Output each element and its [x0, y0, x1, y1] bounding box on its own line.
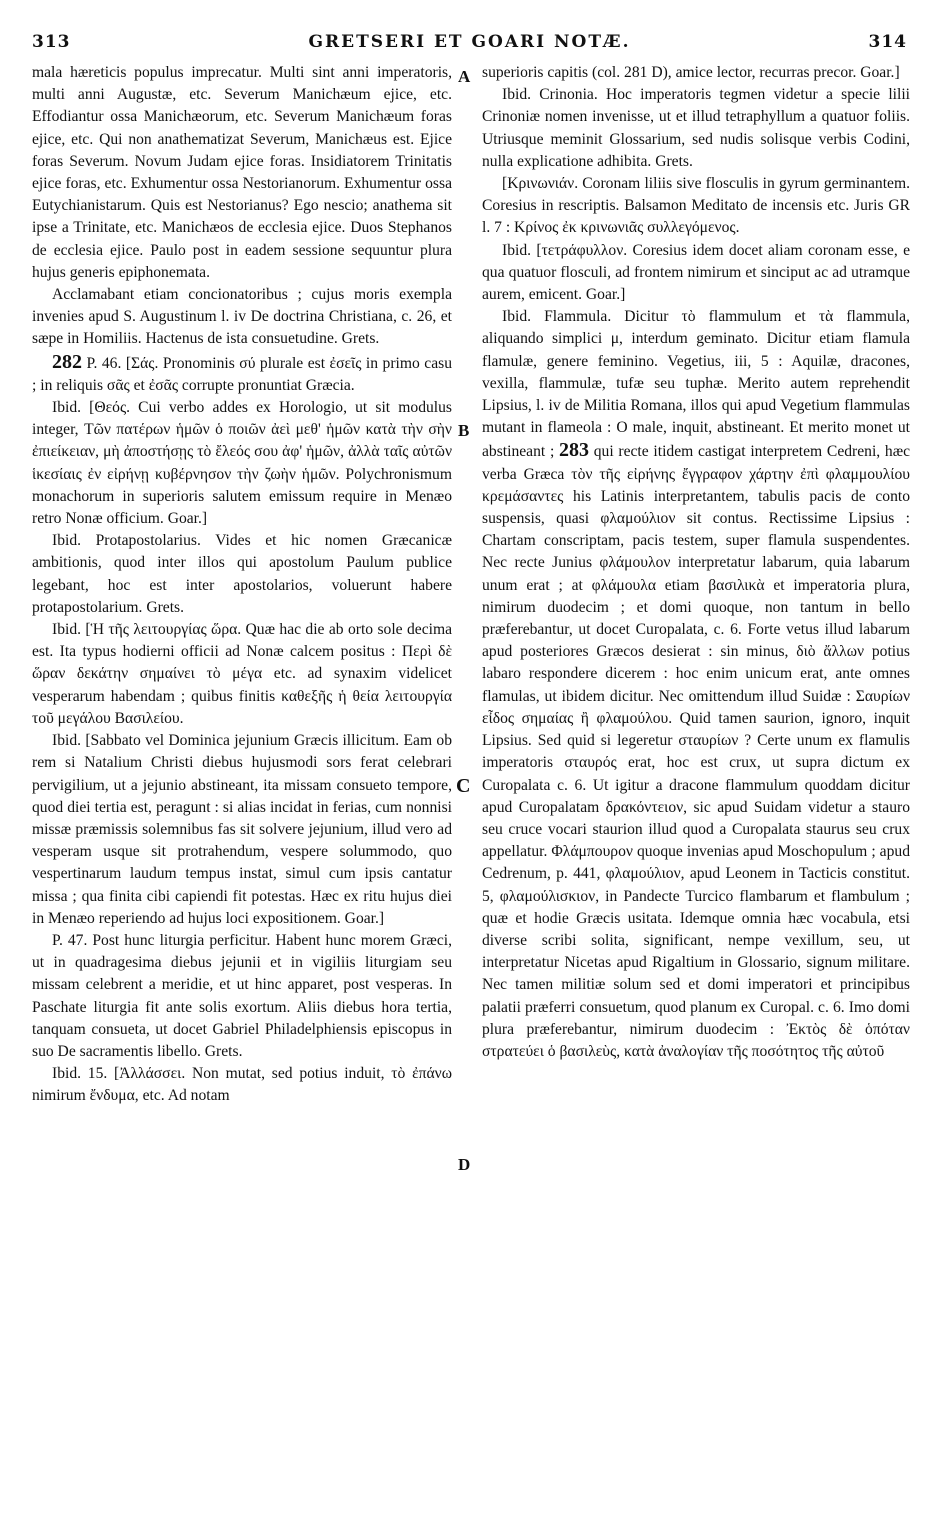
margin-marker-c: C — [456, 775, 471, 797]
margin-marker-b: B — [458, 421, 470, 440]
paragraph: superioris capitis (col. 281 D), amice lector, recurras precor. Goar.] — [482, 64, 900, 81]
column-number-283: 283 — [559, 439, 590, 462]
margin-marker-a: A — [458, 67, 471, 86]
paragraph-text: qui recte itidem castigat interpretem Cedreni, hæc verba Græca τὸν τῆς εἰρήνης ἔγγραφον χάρτην ἐπὶ φλαμμουλίου κρεμάσαντες his Latinis interpretantem, tabulis pacis de conto suspensis, quasi φλαμούλιον sit contus. Rectissime Lipsius : Chartam conscriptam, pacis testem, super flamula suspendentes. Nec recte Junius φλάμουλον interpretatur labarum, quia labarum unum erat ; at φλάμουλα etiam βασιλικὰ et imperatoria plura, nimirum duodecim ; et domi quoque, non tantum in bello præferebantur, ut docet Curopalata, c. 6. Forte vetus illud labarum apud posteriores Græcos desierat : sin minus, διὸ ἄλλων potius labaro respondere dicerem : hoc enim unicum erat, ante omnes flamulas, ut ibidem dicitur. Nec omittendum illud Suidæ : Σαυρίων εἶδος σημαίας ἢ φλαμούλου. Quid tamen saurion, ignoro, inquit Lipsius. Sed quid si legeretur σταυρίων ? Certe unum ex flamulis imperatoris σταυρός erat, hoc est crux, ut supra dictum ex Curopalata c. 6. Ut igitur a dracone flammulum quoddam dicitur apud Curopalatam δρακόντειον, sic apud Suidam videtur a stauro seu cruce vocari staurion illud quod a Curopalata staurus seu crux appellatur. Φλάμπουρον quoque invenias apud Moschopulum ; apud Cedrenum, p. 441, φλαμούλιον, apud Leonem in Tacticis constitut. 5, φλαμούλισκιον, in Pandecte Turcico flambarum et flambulum ; quæ et hodie Græcis usitata. Idemque omnia hæc vocabula, etsi diverse scribi solita, significant, nempe vexillum, seu, ut interpretatur Nicetas apud Rigaltium in Glossario, signum militare. Nec tamen militiæ solum sed et domi imperatori et principibus palatii præferri consuetum, quod planum ex Curopal. c. 6. Imo domi plura præferebantur, nimirum duodecim : Ἐκτὸς δὲ ὁπόταν στρατεύει ὁ βασιλεὺς, κατὰ ἀναλογίαν τῆς ποσότητος τῆς αὐτοῦ — [482, 443, 911, 1060]
paragraph: Ibid. [Θεός. Cui verbo addes ex Horologio, ut sit modulus integer, Τῶν πατέρων ἡμῶν ὁ ποιῶν ἀεὶ μεθ' ἡμῶν κατὰ τὴν σὴν ἐπιείκειαν, μὴ ἀποστήσῃς τὸ ἔλεός σου ἀφ' ἡμῶν, ἀλλὰ ταῖς αὐτῶν ἱκεσίαις ἐν εἰρήνῃ κυβέρνησον τὴν ζωὴν ἡμῶν. Polychronismum monachorum in superioris salutem emissum require in Menæo retro Nonæ officium. Goar.] — [32, 399, 452, 528]
paragraph: P. 47. Post hunc liturgia perficitur. Habent hunc morem Græci, ut in quadragesima diebus jejunii et in vigiliis liturgiam seu missam celebrent a meridie, et ut hinc apparet, post vesperas. In Paschate liturgia fit ante solis exortum. Aliis diebus hora tertia, tanquam consueta, ut docet Gabriel Philadelphiensis episcopus in suo De sacramentis libello. Grets. — [32, 931, 452, 1060]
paragraph-283 — [482, 306, 910, 1063]
right-column — [482, 62, 910, 1063]
left-column — [32, 62, 452, 1108]
paragraph: Ibid. [Sabbato vel Dominica jejunium Græcis illicitum. Eam ob rem si Natalium Christi diebus hujusmodi sors ferat celebrari pervigilium, ut a jejunio abstineant, ita missam consueto tempore, quod diei tertia est, peragunt : si alias incidat in ferias, cum nonnisi missæ præmissis solemnibus fas sit solvere jejunium, illud vero ad vesperam usque sit protrahendum, vespere solummodo, quo vespertinarum laudum tempus instat, simul cum ipsis cantatur missa ; qua finita cibi capiendi fit potestas. Hæc ex ritu hujus diei in Menæo reperiendo ad hujus loci expositionem. Goar.] — [32, 732, 452, 927]
margin-marker-d: D — [458, 1155, 471, 1174]
paragraph: [Κρινωνιάν. Coronam liliis sive flosculis in gyrum germinantem. Coresius in rescriptis. Balsamon Meditato de incensis etc. Juris GR l. 7 : Κρίνος ἐκ κρινωνιᾶς συλλεγόμενος. — [482, 175, 910, 237]
running-title: GRETSERI ET GOARI NOTÆ. — [308, 32, 631, 52]
paragraph-text: P. 46. [Σάς. Pronominis σύ plurale est ἐσεῖς in primo casu ; in reliquis σᾶς et ἐσᾶς corrupte pronuntiat Græcia. — [32, 354, 452, 394]
paragraph-text: Ibid. Flammula. Dicitur τὸ flammulum et τὰ flammula, aliquando simplici μ, interdum geminato. Dicitur etiam flamula flamulæ, genere feminino. Vegetius, iii, 5 : Aquilæ, dracones, vexilla, flammulæ, tufæ seu tuphæ. Merito autem reprehendit Lipsius, l. iv de Militia Romana, illos qui apud Vegetium flammulas mutant in flameola : O male, inquit, abstineant. Et merito monet ut abstineant ; — [482, 308, 910, 461]
column-number-282: 282 — [52, 350, 82, 373]
paragraph: Acclamabant etiam concionatoribus ; cujus moris exempla invenies apud S. Augustinum l. iv De doctrina Christiana, c. 26, et sæpe in Homiliis. Hactenus de ista consuetudine. Grets. — [32, 286, 452, 348]
page-number-left: 313 — [32, 32, 71, 52]
paragraph: mala hæreticis populus imprecatur. Multi sint anni imperatoris, multi anni Augustæ, etc. Severum Manichæum ejice, etc. Effodiantur ossa Manichæorum, etc. Severum Manichæum foras ejice, etc. Qui non anathematizat Severum, Manichæus est. Ejice foras Severum. Novum Judam ejice foras. Insidiatorem Trinitatis ejice foras, etc. Exhumentur ossa Nestorianorum. Exhumentur ossa Eutychianistarum. Quis est Nestorianus? Ego nescio; anathema sit ipse a Trinitate, etc. Manichæos de ecclesia ejice. Duos Stephanos de ecclesia ejice. Paulo post in eadem sessione sequuntur plura hujus generis epiphonemata. — [32, 64, 452, 281]
paragraph: Ibid. Crinonia. Hoc imperatoris tegmen videtur a specie lilii Crinoniæ nomen invenisse, ut et illud tetraphyllum a quatuor foliis. Utriusque meminit Glossarium, sed nudis solisque verbis Codini, nulla explicatione adhibita. Grets. — [482, 86, 910, 170]
paragraph: Ibid. Protapostolarius. Vides et hic nomen Græcanicæ ambitionis, quod inter illos qui apostolum Paulum publice legebant, hoc est inter apostolarios, voluerunt habere protapostolarium. Grets. — [32, 532, 452, 616]
page-number-right: 314 — [868, 32, 907, 52]
paragraph-282 — [32, 351, 452, 397]
paragraph: Ibid. [τετράφυλλον. Coresius idem docet aliam coronam esse, e qua quatuor flosculi, ad frontem nimirum et sinciput ac ad utramque aurem, emicent. Goar.] — [482, 241, 910, 304]
paragraph: Ibid. 15. [Ἀλλάσσει. Non mutat, sed potius induit, τὸ ἐπάνω nimirum ἔνδυμα, etc. Ad notam — [32, 1065, 452, 1105]
running-header — [32, 32, 907, 56]
paragraph: Ibid. [Ἡ τῆς λειτουργίας ὥρα. Quæ hac die ab orto sole decima est. Ita typus hodierni officii ad Nonæ calcem positus : Περὶ δὲ ὥραν δεκάτην σημαίνει τὸ μέγα etc. ad synaxim videlicet vesperarum habendam ; quibus finitis καθεξῆς ἡ θεία λειτουργία τοῦ μεγάλου Βασιλείου. — [32, 621, 452, 727]
